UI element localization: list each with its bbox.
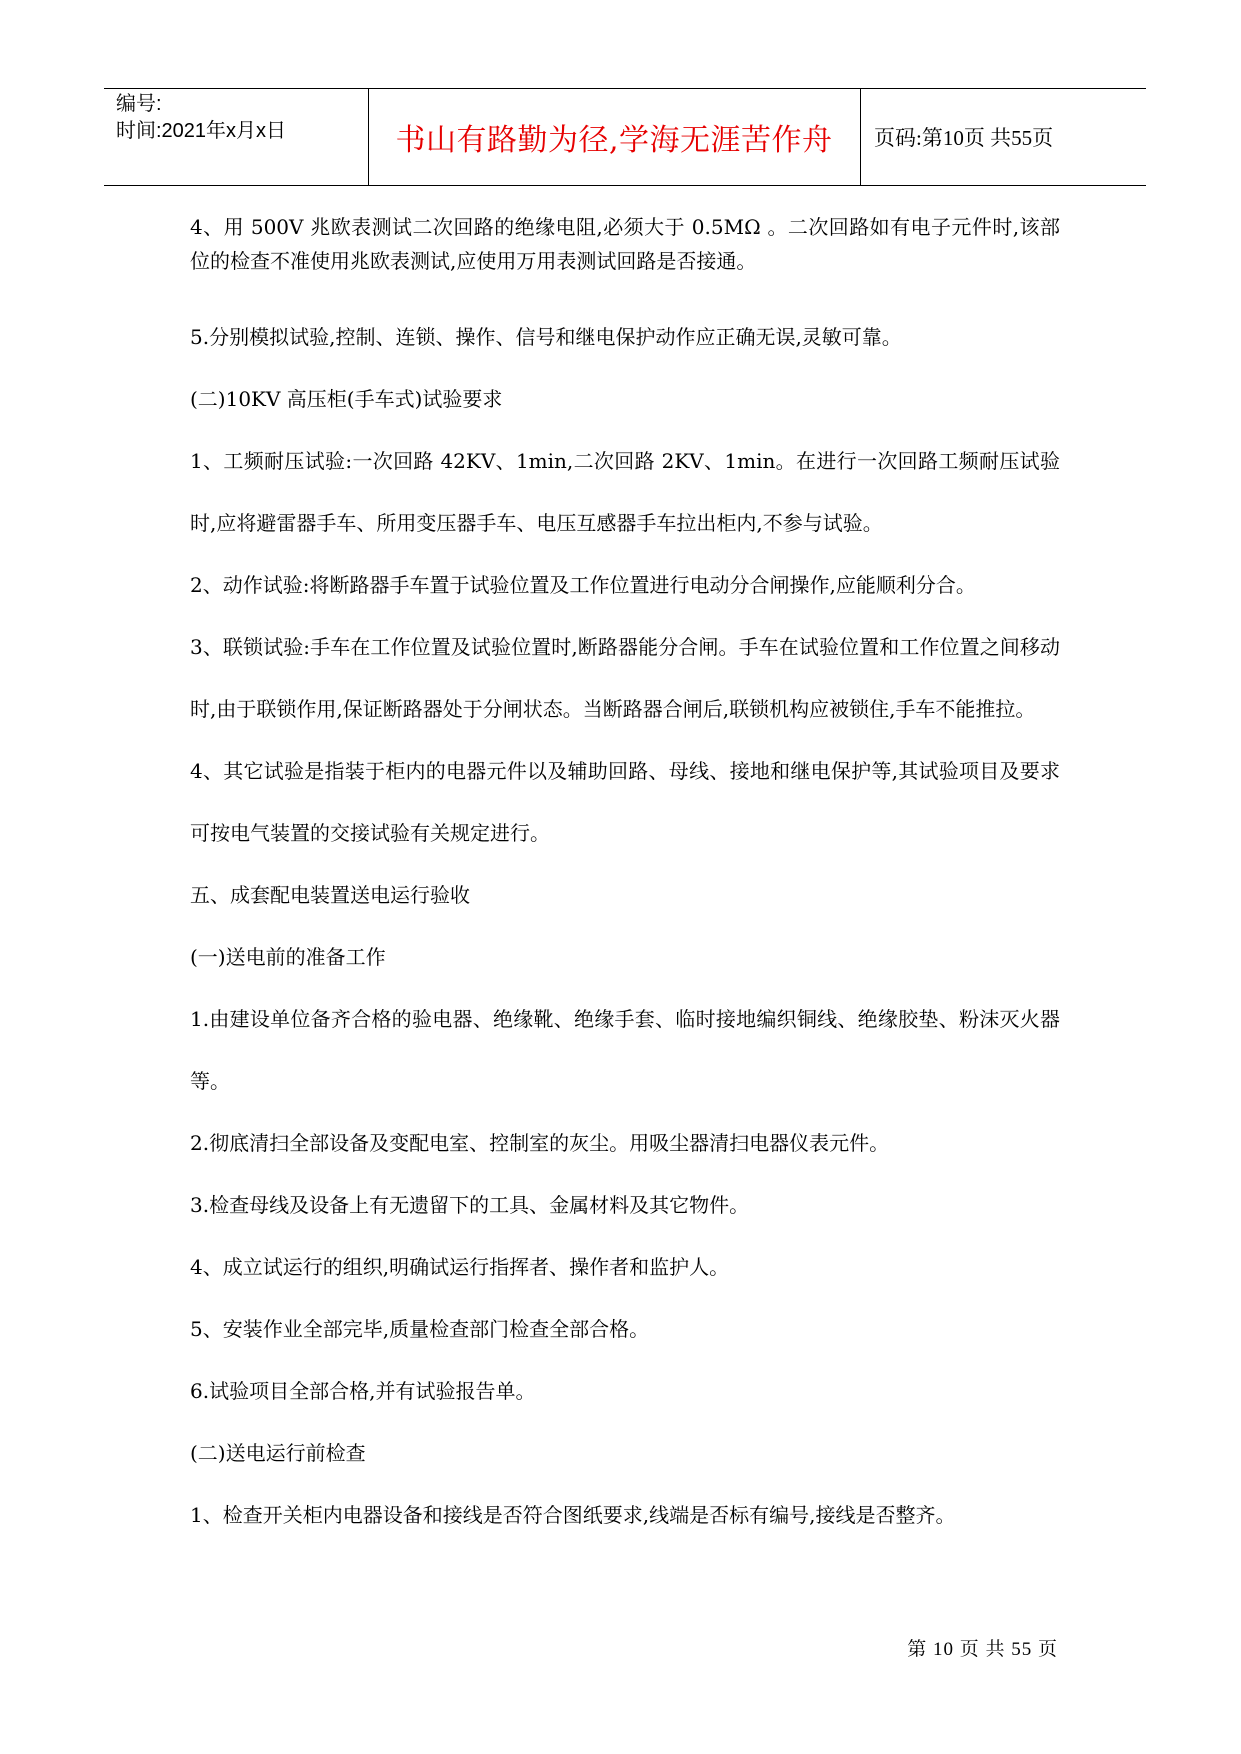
paragraph: 2.彻底清扫全部设备及变配电室、控制室的灰尘。用吸尘器清扫电器仪表元件。 <box>190 1131 890 1155</box>
paragraph: 1、工频耐压试验:一次回路 42KV、1min,二次回路 2KV、1min。在进行一次回路工频耐压试验时,应将避雷器手车、所用变压器手车、电压互感器手车拉出柜内,不参与试验。 <box>190 449 1060 535</box>
section-heading: 五、成套配电装置送电运行验收 <box>190 883 470 907</box>
page-footer: 第 10 页 共 55 页 <box>907 1639 1058 1660</box>
document-body <box>190 210 1060 1546</box>
paragraph: 5、安装作业全部完毕,质量检查部门检查全部合格。 <box>190 1317 650 1341</box>
section-heading: (二)送电运行前检查 <box>190 1441 366 1465</box>
header-divider-right <box>860 89 861 185</box>
paragraph: 5.分别模拟试验,控制、连锁、操作、信号和继电保护动作应正确无误,灵敏可靠。 <box>190 325 902 349</box>
paragraph: 3、联锁试验:手车在工作位置及试验位置时,断路器能分合闸。手车在试验位置和工作位置之间移动时,由于联锁作用,保证断路器处于分闸状态。当断路器合闸后,联锁机构应被锁住,手车不能推拉。 <box>190 635 1060 721</box>
document-number-label: 编号: <box>116 93 162 115</box>
paragraph: 4、用 500V 兆欧表测试二次回路的绝缘电阻,必须大于 0.5MΩ 。二次回路如有电子元件时,该部位的检查不准使用兆欧表测试,应使用万用表测试回路是否接通。 <box>190 215 1060 273</box>
page-header <box>104 88 1146 186</box>
section-heading: (一)送电前的准备工作 <box>190 945 386 969</box>
paragraph: 4、其它试验是指装于柜内的电器元件以及辅助回路、母线、接地和继电保护等,其试验项目及要求可按电气装置的交接试验有关规定进行。 <box>190 759 1060 845</box>
paragraph: 1.由建设单位备齐合格的验电器、绝缘靴、绝缘手套、临时接地编织铜线、绝缘胶垫、粉沫灭火器等。 <box>190 1007 1060 1093</box>
section-heading: (二)10KV 高压柜(手车式)试验要求 <box>190 387 503 411</box>
document-time-label: 时间:2021年x月x日 <box>116 120 287 142</box>
header-meta <box>116 91 366 145</box>
header-motto: 书山有路勤为径,学海无涯苦作舟 <box>395 123 833 158</box>
paragraph: 1、检查开关柜内电器设备和接线是否符合图纸要求,线端是否标有编号,接线是否整齐。 <box>190 1503 956 1527</box>
paragraph: 4、成立试运行的组织,明确试运行指挥者、操作者和监护人。 <box>190 1255 730 1279</box>
paragraph: 2、动作试验:将断路器手车置于试验位置及工作位置进行电动分合闸操作,应能顺利分合。 <box>190 573 976 597</box>
paragraph: 6.试验项目全部合格,并有试验报告单。 <box>190 1379 536 1403</box>
paragraph: 3.检查母线及设备上有无遗留下的工具、金属材料及其它物件。 <box>190 1193 750 1217</box>
header-page-info: 页码:第10页 共55页 <box>874 126 1054 150</box>
